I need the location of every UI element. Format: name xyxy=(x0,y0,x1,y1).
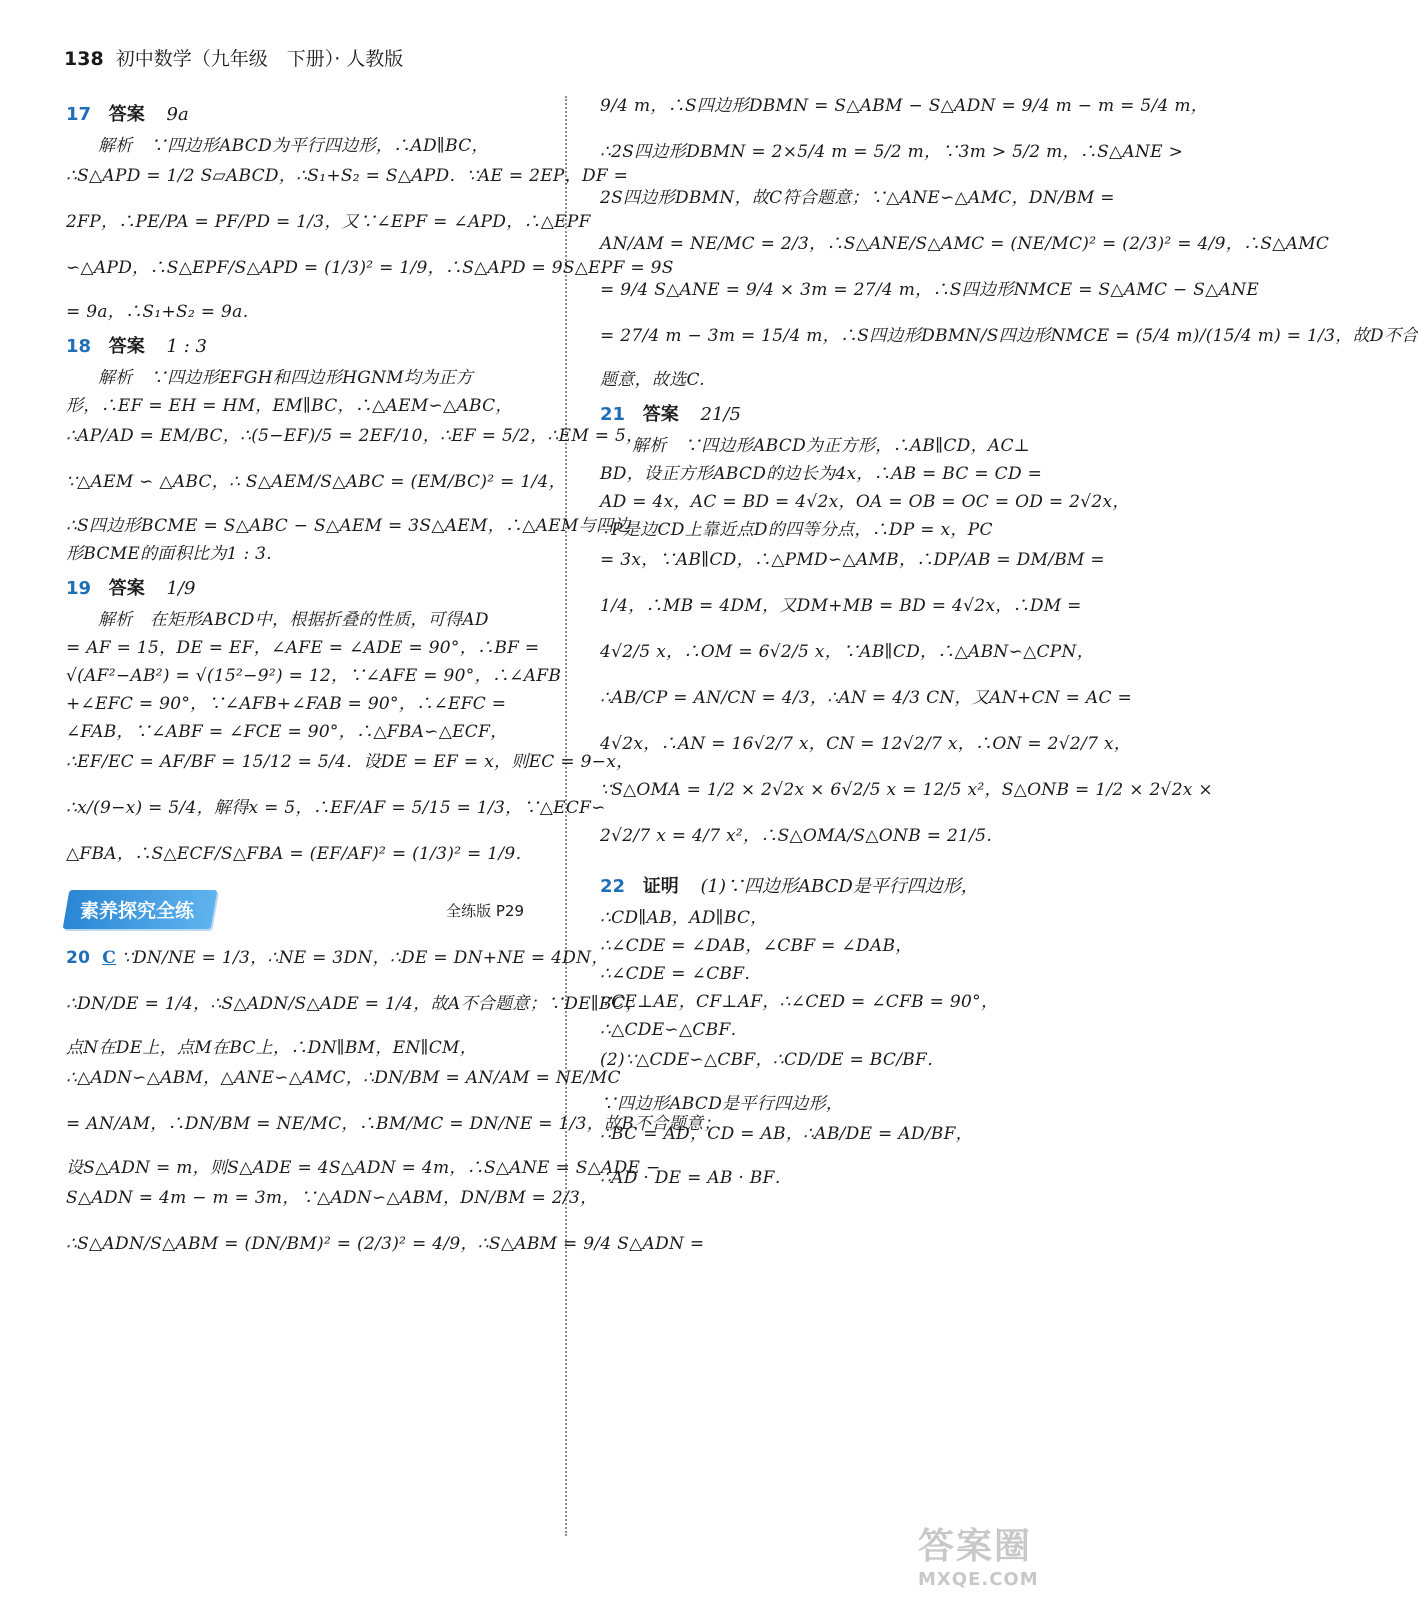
q19-number: 19 xyxy=(66,578,92,599)
watermark-url: MXQE.COM xyxy=(918,1569,1039,1590)
q19-line: = AF = 15，DE = EF，∠AFE = ∠ADE = 90°，∴BF = xyxy=(66,638,540,658)
page-header xyxy=(64,44,403,71)
q19-answer: 1/9 xyxy=(166,578,196,599)
q20-line: S△ADN = 4m − m = 3m，∵△ADN∽△ABM，DN/BM = 2/3， xyxy=(66,1188,598,1208)
q20-cont-line: 9/4 m，∴S四边形DBMN = S△ABM − S△ADN = 9/4 m − m = 5/4 m， xyxy=(600,96,1209,116)
section-banner-title: 素养探究全练 xyxy=(63,890,218,929)
q20-cont-line: AN/AM = NE/MC = 2/3，∴S△ANE/S△AMC = (NE/MC)² = (2/3)² = 4/9，∴S△AMC xyxy=(600,234,1330,254)
q18-number: 18 xyxy=(66,336,92,357)
q18-line: 形BCME的面积比为1 : 3. xyxy=(66,544,273,564)
q22-line: ∴CD∥AB，AD∥BC， xyxy=(600,908,768,928)
q22-proof-label: 证明 xyxy=(642,876,679,897)
q17-answer-label: 答案 xyxy=(108,104,145,125)
q19-heading xyxy=(66,574,544,600)
q20-cont-line: = 9/4 S△ANE = 9/4 × 3m = 27/4 m，∴S四边形NMCE = S△AMC − S△ANE xyxy=(600,280,1260,300)
q22-line: (2)∵△CDE∽△CBF，∴CD/DE = BC/BF． xyxy=(600,1050,945,1070)
q18-answer: 1 : 3 xyxy=(166,336,207,357)
section-banner-ref: 全练版 P29 xyxy=(446,902,524,920)
q17-line: 2FP，∴PE/PA = PF/PD = 1/3，又∵∠EPF = ∠APD，∴△EPF xyxy=(66,212,591,232)
q21-line: 1/4，∴MB = 4DM，又DM+MB = BD = 4√2x，∴DM = xyxy=(600,596,1082,616)
q20-cont-line: ∴2S四边形DBMN = 2×5/4 m = 5/2 m，∵3m > 5/2 m，∴S△ANE > xyxy=(600,142,1184,162)
q17-line: ∽△APD，∴S△EPF/S△APD = (1/3)² = 1/9，∴S△APD = 9S△EPF = 9S xyxy=(66,258,674,278)
q18-line: ∴S四边形BCME = S△ABC − S△AEM = 3S△AEM，∴△AEM与四边 xyxy=(66,516,631,536)
q21-line: 解析 ∵四边形ABCD为正方形，∴AB∥CD，AC⊥ xyxy=(632,436,1031,456)
q18-line: ∴AP/AD = EM/BC，∴(5−EF)/5 = 2EF/10，∴EF = 5/2，∴EM = 5， xyxy=(66,426,644,446)
q22-number: 22 xyxy=(600,876,626,897)
q22-line: ∴∠CDE = ∠CBF． xyxy=(600,964,762,984)
q21-line: 4√2x，∴AN = 16√2/7 x，CN = 12√2/7 x，∴ON = 2√2/7 x， xyxy=(600,734,1132,754)
watermark-logo-text: 答案圈 xyxy=(918,1526,1033,1567)
q20-line: ∵DN/NE = 1/3，∴NE = 3DN，∴DE = DN+NE = 4DN， xyxy=(121,948,609,968)
q21-number: 21 xyxy=(600,404,626,425)
q20-line: 点N在DE上，点M在BC上，∴DN∥BM，EN∥CM， xyxy=(66,1038,478,1058)
book-title: 初中数学（九年级 下册）· 人教版 xyxy=(115,48,404,70)
q18-answer-label: 答案 xyxy=(108,336,145,357)
q21-line: ∵S△OMA = 1/2 × 2√2x × 6√2/5 x = 12/5 x²，S△ONB = 1/2 × 2√2x × xyxy=(600,780,1213,800)
q21-answer-label: 答案 xyxy=(642,404,679,425)
q20-first-line xyxy=(66,948,609,968)
q20-cont-line: 题意，故选C. xyxy=(600,370,705,390)
q21-line: ∵P是边CD上靠近点D的四等分点，∴DP = x，PC xyxy=(600,520,993,540)
q18-heading xyxy=(66,332,544,358)
q19-answer-label: 答案 xyxy=(108,578,145,599)
q20-cont-line: = 27/4 m − 3m = 15/4 m，∴S四边形DBMN/S四边形NMCE = (5/4 m)/(15/4 m) = 1/3，故D不合 xyxy=(600,326,1418,346)
q19-line: ∠FAB，∵∠ABF = ∠FCE = 90°，∴△FBA∽△ECF， xyxy=(66,722,508,742)
q18-line: 解析 ∵四边形EFGH和四边形HGNM均为正方 xyxy=(98,368,474,388)
right-column xyxy=(600,96,1418,1198)
q17-line: 解析 ∵四边形ABCD为平行四边形，∴AD∥BC， xyxy=(98,136,489,156)
q19-line: +∠EFC = 90°，∵∠AFB+∠FAB = 90°，∴∠EFC = xyxy=(66,694,507,714)
q18-line: ∵△AEM ∽ △ABC，∴ S△AEM/S△ABC = (EM/BC)² = 1/4， xyxy=(66,472,566,492)
q21-line: BD，设正方形ABCD的边长为4x，∴AB = BC = CD = xyxy=(600,464,1043,484)
section-banner xyxy=(66,890,544,930)
q22-line: ∴AD · DE = AB · BF． xyxy=(600,1168,792,1188)
site-watermark xyxy=(918,1518,1068,1588)
page-number: 138 xyxy=(64,48,104,70)
q22-line: ∵CE⊥AE，CF⊥AF，∴∠CED = ∠CFB = 90°， xyxy=(600,992,999,1012)
q17-number: 17 xyxy=(66,104,92,125)
q20-number: 20 xyxy=(66,948,91,968)
q19-line: △FBA，∴S△ECF/S△FBA = (EF/AF)² = (1/3)² = 1/9． xyxy=(66,844,533,864)
q20-line: ∴DN/DE = 1/4，∴S△ADN/S△ADE = 1/4，故A不合题意；∵DE∥BC， xyxy=(66,994,643,1014)
q21-answer: 21/5 xyxy=(700,404,741,425)
q19-line: ∴x/(9−x) = 5/4，解得x = 5，∴EF/AF = 5/15 = 1/3，∵△ECF∽ xyxy=(66,798,606,818)
q22-line: ∴∠CDE = ∠DAB，∠CBF = ∠DAB， xyxy=(600,936,913,956)
q21-line: AD = 4x，AC = BD = 4√2x，OA = OB = OC = OD = 2√2x， xyxy=(600,492,1130,512)
q22-heading xyxy=(600,872,1060,898)
q20-line: 设S△ADN = m，则S△ADE = 4S△ADN = 4m，∴S△ANE = S△ADE − xyxy=(66,1158,661,1178)
q22-line: ∴△CDE∽△CBF． xyxy=(600,1020,748,1040)
q17-line: ∴S△APD = 1/2 S▱ABCD，∴S₁+S₂ = S△APD．∵AE = 2EP，DF = xyxy=(66,166,629,186)
q20-line: ∴△ADN∽△ABM，△ANE∽△AMC，∴DN/BM = AN/AM = NE/MC xyxy=(66,1068,621,1088)
q18-line: 形，∴EF = EH = HM，EM∥BC，∴△AEM∽△ABC， xyxy=(66,396,513,416)
q20-line: = AN/AM，∴DN/BM = NE/MC，∴BM/MC = DN/NE = 1/3，故B不合题意； xyxy=(66,1114,721,1134)
q22-line: (1)∵四边形ABCD是平行四边形， xyxy=(700,876,979,897)
q17-answer: 9a xyxy=(166,104,189,125)
q21-line: ∴AB/CP = AN/CN = 4/3，∴AN = 4/3 CN，又AN+CN = AC = xyxy=(600,688,1133,708)
q21-line: 4√2/5 x，∴OM = 6√2/5 x，∵AB∥CD，∴△ABN∽△CPN， xyxy=(600,642,1095,662)
q20-cont-line: 2S四边形DBMN，故C符合题意；∵△ANE∽△AMC，DN/BM = xyxy=(600,188,1115,208)
q21-line: 2√2/7 x = 4/7 x²，∴S△OMA/S△ONB = 21/5. xyxy=(600,826,993,846)
q19-line: √(AF²−AB²) = √(15²−9²) = 12，∵∠AFE = 90°，∴∠AFB xyxy=(66,666,562,686)
q17-line: = 9a，∴S₁+S₂ = 9a． xyxy=(66,302,260,322)
q22-line: ∴BC = AD，CD = AB，∴AB/DE = AD/BF， xyxy=(600,1124,973,1144)
q19-line: 解析 在矩形ABCD中，根据折叠的性质，可得AD xyxy=(98,610,489,630)
q19-line: ∴EF/EC = AF/BF = 15/12 = 5/4．设DE = EF = x，则EC = 9−x， xyxy=(66,752,634,772)
q21-line: = 3x，∵AB∥CD，∴△PMD∽△AMB，∴DP/AB = DM/BM = xyxy=(600,550,1105,570)
q20-choice: C xyxy=(102,948,117,968)
q21-heading xyxy=(600,400,1060,426)
q17-heading xyxy=(66,100,544,126)
q20-line: ∴S△ADN/S△ABM = (DN/BM)² = (2/3)² = 4/9，∴S△ABM = 9/4 S△ADN = xyxy=(66,1234,705,1254)
q22-line: ∵四边形ABCD是平行四边形， xyxy=(600,1094,844,1114)
